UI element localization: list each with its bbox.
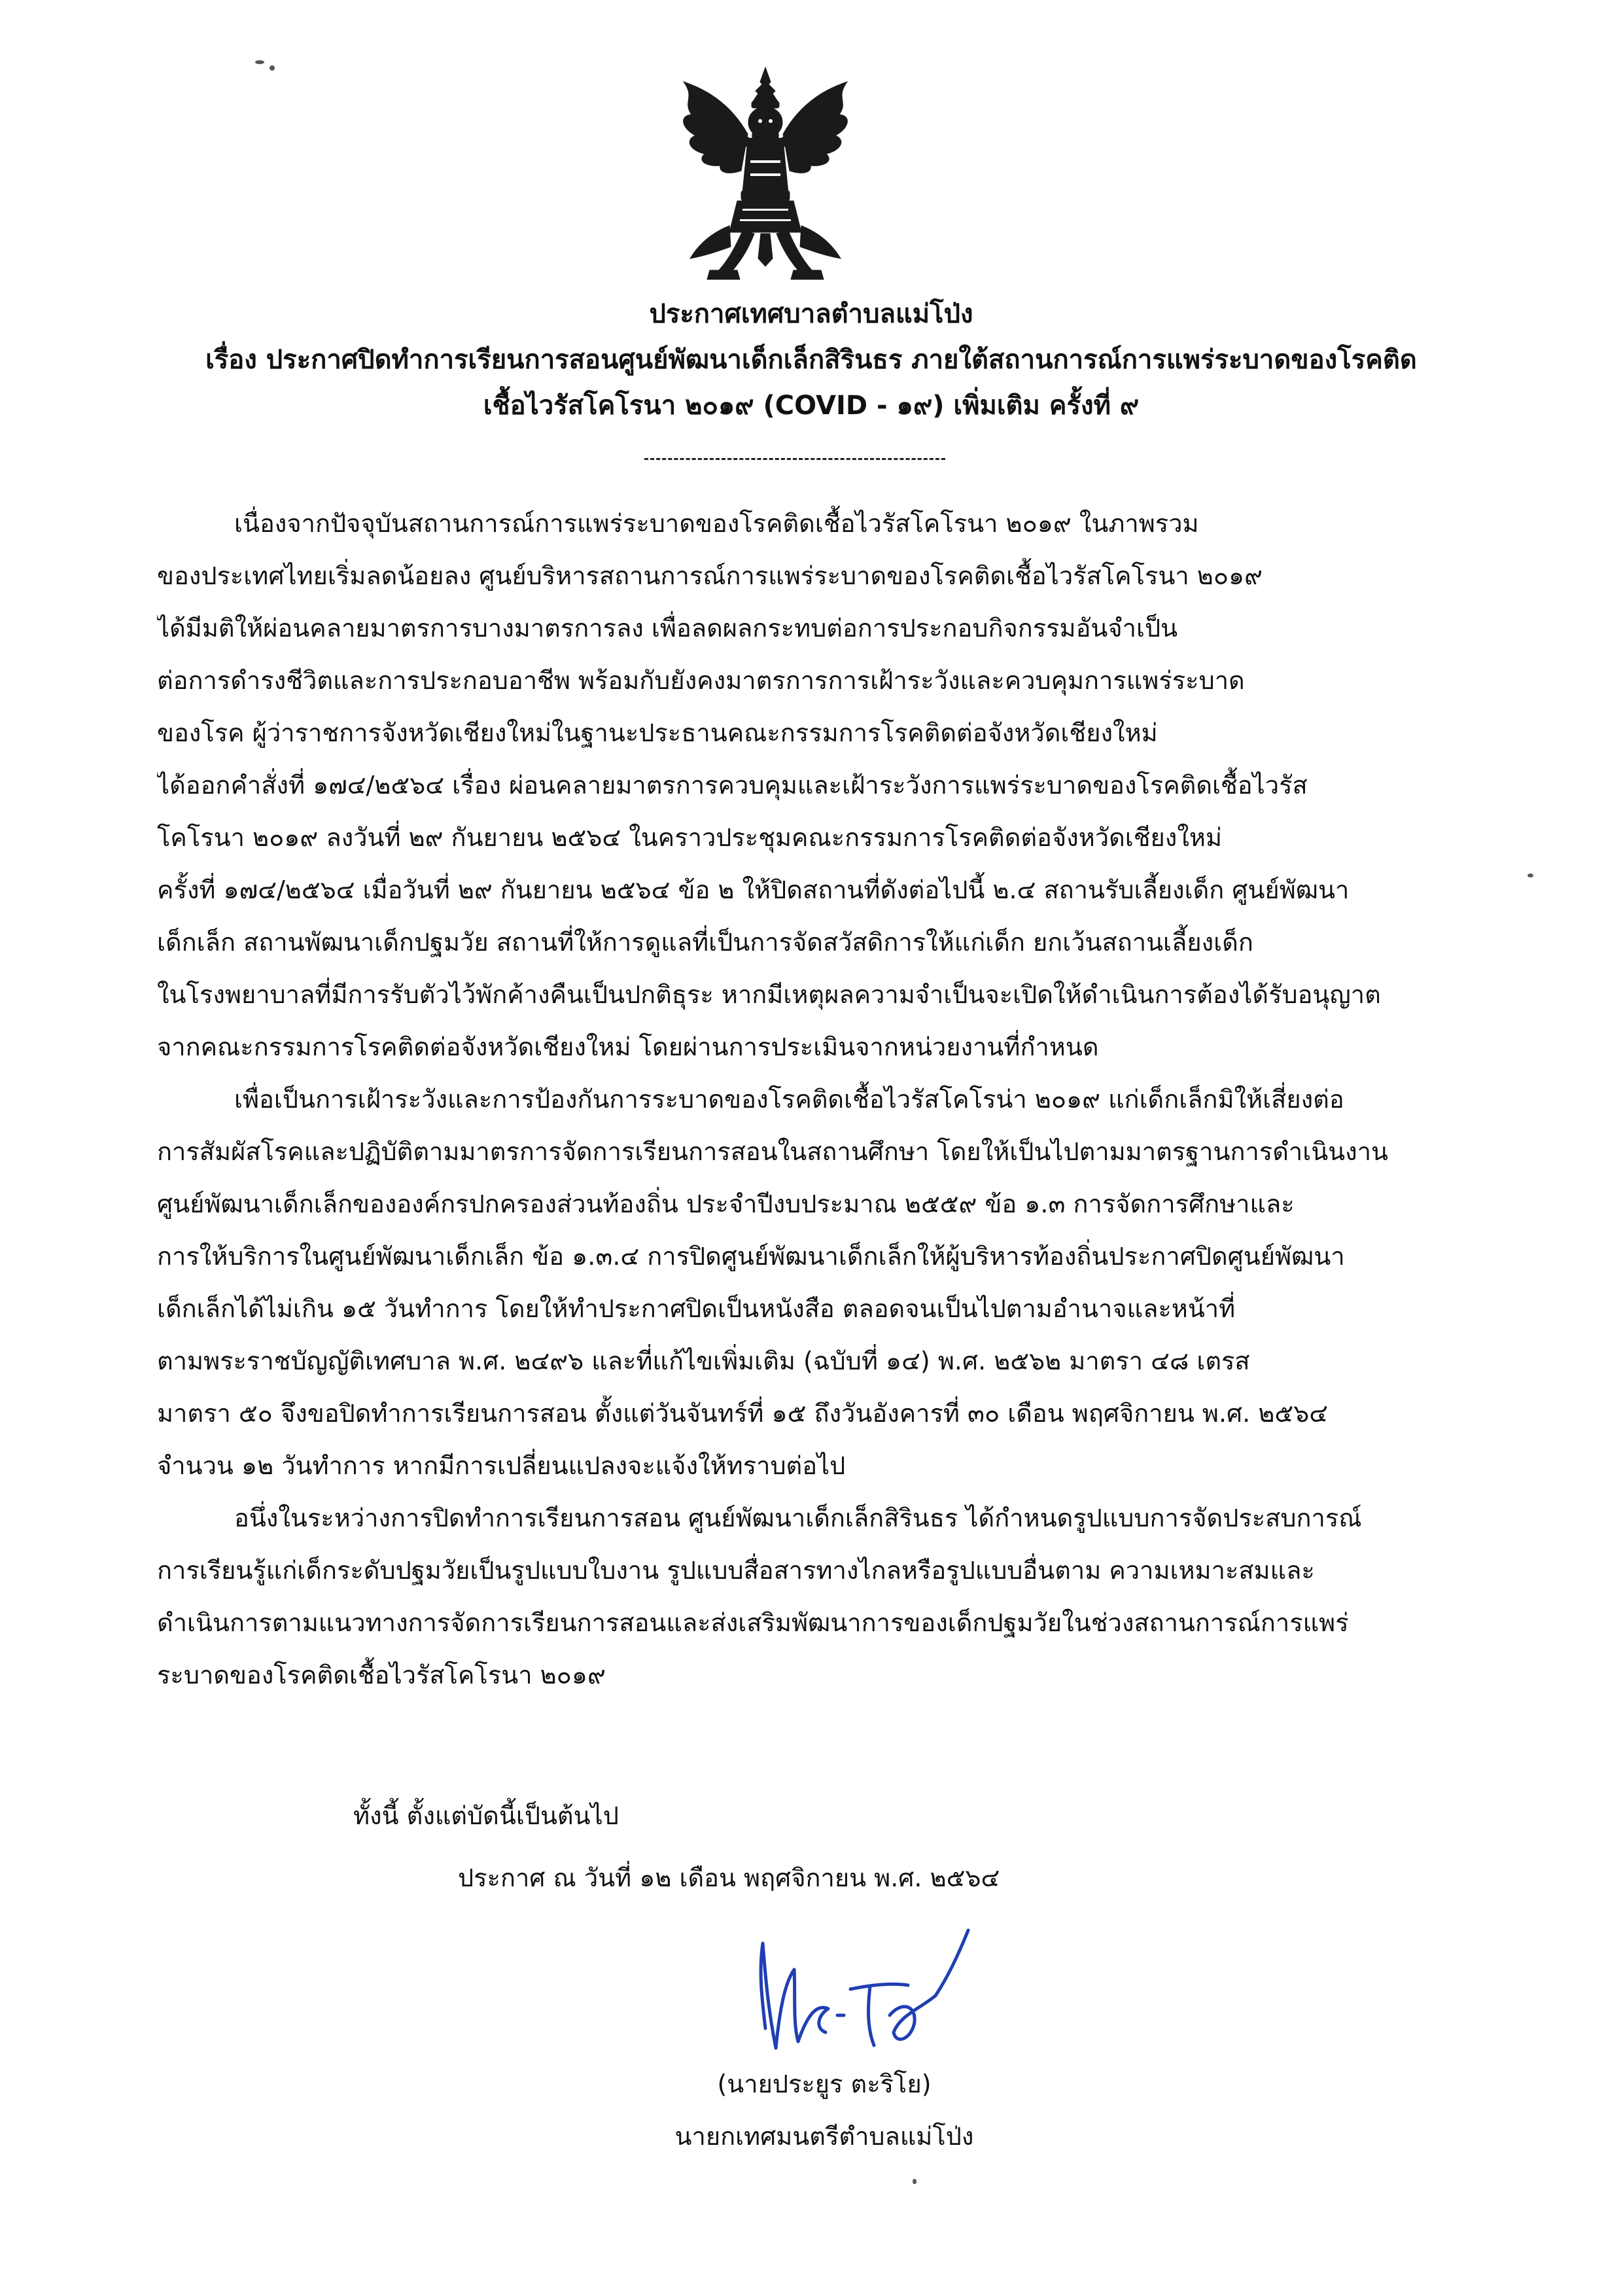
paragraph-line: เนื่องจากปัจจุบันสถานการณ์การแพร่ระบาดของโรคติดเชื้อไวรัสโคโรนา ๒๐๑๙ ในภาพรวม bbox=[234, 509, 1199, 538]
paragraph-closure-order bbox=[157, 1073, 1465, 1492]
paragraph-line: ของประเทศไทยเริ่มลดน้อยลง ศูนย์บริหารสถานการณ์การแพร่ระบาดของโรคติดเชื้อไวรัสโคโรนา ๒๐๑๙ bbox=[157, 561, 1263, 590]
paragraph-line: การสัมผัสโรคและปฏิบัติตามมาตรการจัดการเรียนการสอนในสถานศึกษา โดยให้เป็นไปตามมาตรฐานการดำเนินงาน bbox=[157, 1137, 1389, 1166]
paragraph-line: การเรียนรู้แก่เด็กระดับปฐมวัยเป็นรูปแบบใบงาน รูปแบบสื่อสารทางไกลหรือรูปแบบอื่นตาม ความเหมาะสมและ bbox=[157, 1556, 1315, 1585]
paragraph-line: จำนวน ๑๒ วันทำการ หากมีการเปลี่ยนแปลงจะแจ้งให้ทราบต่อไป bbox=[157, 1451, 846, 1480]
signer-title: นายกเทศมนตรีตำบลแม่โป่ง bbox=[674, 2122, 974, 2151]
paragraph-line: มาตรา ๕๐ จึงขอปิดทำการเรียนการสอน ตั้งแต่วันจันทร์ที่ ๑๕ ถึงวันอังคารที่ ๓๐ เดือน พฤศจิกายน พ.ศ. ๒๕๖๔ bbox=[157, 1399, 1329, 1428]
closing-statement: ทั้งนี้ ตั้งแต่บัดนี้เป็นต้นไป bbox=[353, 1801, 619, 1830]
garuda-emblem-icon bbox=[664, 62, 867, 291]
issuer-title: ประกาศเทศบาลตำบลแม่โป่ง bbox=[649, 299, 973, 329]
subject-line-continued: เชื้อไวรัสโคโรนา ๒๐๑๙ (COVID - ๑๙) เพิ่มเติม ครั้งที่ ๙ bbox=[483, 391, 1140, 421]
document-body bbox=[157, 497, 1465, 1701]
paragraph-line: ระบาดของโรคติดเชื้อไวรัสโคโรนา ๒๐๑๙ bbox=[157, 1661, 606, 1689]
paragraph-line: ของโรค ผู้ว่าราชการจังหวัดเชียงใหม่ในฐานะประธานคณะกรรมการโรคติดต่อจังหวัดเชียงใหม่ bbox=[157, 718, 1158, 747]
paragraph-line: ศูนย์พัฒนาเด็กเล็กขององค์กรปกครองส่วนท้องถิ่น ประจำปีงบประมาณ ๒๕๕๙ ข้อ ๑.๓ การจัดการศึกษาและ bbox=[157, 1190, 1295, 1218]
paragraph-line: ครั้งที่ ๑๗๔/๒๕๖๔ เมื่อวันที่ ๒๙ กันยายน ๒๕๖๔ ข้อ ๒ ให้ปิดสถานที่ดังต่อไปนี้ ๒.๔ สถานรับเลี้ยงเด็ก ศูนย์พัฒนา bbox=[157, 875, 1350, 904]
subject-line: เรื่อง ประกาศปิดทำการเรียนการสอนศูนย์พัฒนาเด็กเล็กสิรินธร ภายใต้สถานการณ์การแพร่ระบาดของโรคติด bbox=[205, 345, 1417, 375]
paragraph-line: ได้มีมติให้ผ่อนคลายมาตรการบางมาตรการลง เพื่อลดผลกระทบต่อการประกอบกิจกรรมอันจำเป็น bbox=[157, 614, 1178, 643]
paragraph-line: โคโรนา ๒๐๑๙ ลงวันที่ ๒๙ กันยายน ๒๕๖๔ ในคราวประชุมคณะกรรมการโรคติดต่อจังหวัดเชียงใหม่ bbox=[157, 823, 1223, 852]
handwritten-signature-icon bbox=[739, 1917, 988, 2068]
header-divider bbox=[644, 458, 945, 460]
scan-speck bbox=[270, 65, 275, 71]
paragraph-line: การให้บริการในศูนย์พัฒนาเด็กเล็ก ข้อ ๑.๓.๔ การปิดศูนย์พัฒนาเด็กเล็กให้ผู้บริหารท้องถิ่นประกาศปิดศูนย์พัฒนา bbox=[157, 1242, 1345, 1271]
paragraph-line: ได้ออกคำสั่งที่ ๑๗๔/๒๕๖๔ เรื่อง ผ่อนคลายมาตรการควบคุมและเฝ้าระวังการแพร่ระบาดของโรคติดเชื้อไวรัส bbox=[157, 771, 1308, 800]
paragraph-line: ในโรงพยาบาลที่มีการรับตัวไว้พักค้างคืนเป็นปกติธุระ หากมีเหตุผลความจำเป็นจะเปิดให้ดำเนินการต้องได้รับอนุญาต bbox=[157, 980, 1381, 1009]
scan-speck bbox=[255, 60, 264, 64]
paragraph-line: เด็กเล็ก สถานพัฒนาเด็กปฐมวัย สถานที่ให้การดูแลที่เป็นการจัดสวัสดิการให้แก่เด็ก ยกเว้นสถานเลี้ยงเด็ก bbox=[157, 928, 1253, 957]
paragraph-line: อนึ่งในระหว่างการปิดทำการเรียนการสอน ศูนย์พัฒนาเด็กเล็กสิรินธร ได้กำหนดรูปแบบการจัดประสบการณ์ bbox=[234, 1504, 1362, 1532]
paragraph-learning-arrangement bbox=[157, 1492, 1465, 1701]
scan-speck bbox=[1527, 874, 1533, 877]
paragraph-line: จากคณะกรรมการโรคติดต่อจังหวัดเชียงใหม่ โดยผ่านการประเมินจากหน่วยงานที่กำหนด bbox=[157, 1033, 1099, 1061]
paragraph-line: เด็กเล็กได้ไม่เกิน ๑๕ วันทำการ โดยให้ทำประกาศปิดเป็นหนังสือ ตลอดจนเป็นไปตามอำนาจและหน้าที่ bbox=[157, 1294, 1236, 1323]
signer-name: (นายประยูร ตะริโย) bbox=[717, 2070, 932, 2098]
announcement-date: ประกาศ ณ วันที่ ๑๒ เดือน พฤศจิกายน พ.ศ. ๒๕๖๔ bbox=[458, 1863, 1000, 1892]
document-header bbox=[157, 291, 1465, 429]
paragraph-line: เพื่อเป็นการเฝ้าระวังและการป้องกันการระบาดของโรคติดเชื้อไวรัสโคโรน่า ๒๐๑๙ แก่เด็กเล็กมิให้เสี่ยงต่อ bbox=[234, 1085, 1344, 1114]
paragraph-line: ดำเนินการตามแนวทางการจัดการเรียนการสอนและส่งเสริมพัฒนาการของเด็กปฐมวัยในช่วงสถานการณ์การแพร่ bbox=[157, 1608, 1349, 1637]
scan-speck bbox=[913, 2179, 916, 2184]
paragraph-line: ต่อการดำรงชีวิตและการประกอบอาชีพ พร้อมกับยังคงมาตรการการเฝ้าระวังและควบคุมการแพร่ระบาด bbox=[157, 666, 1245, 695]
paragraph-background bbox=[157, 497, 1465, 1073]
paragraph-line: ตามพระราชบัญญัติเทศบาล พ.ศ. ๒๔๙๖ และที่แก้ไขเพิ่มเติม (ฉบับที่ ๑๔) พ.ศ. ๒๕๖๒ มาตรา ๔๘ เตรส bbox=[157, 1347, 1250, 1375]
